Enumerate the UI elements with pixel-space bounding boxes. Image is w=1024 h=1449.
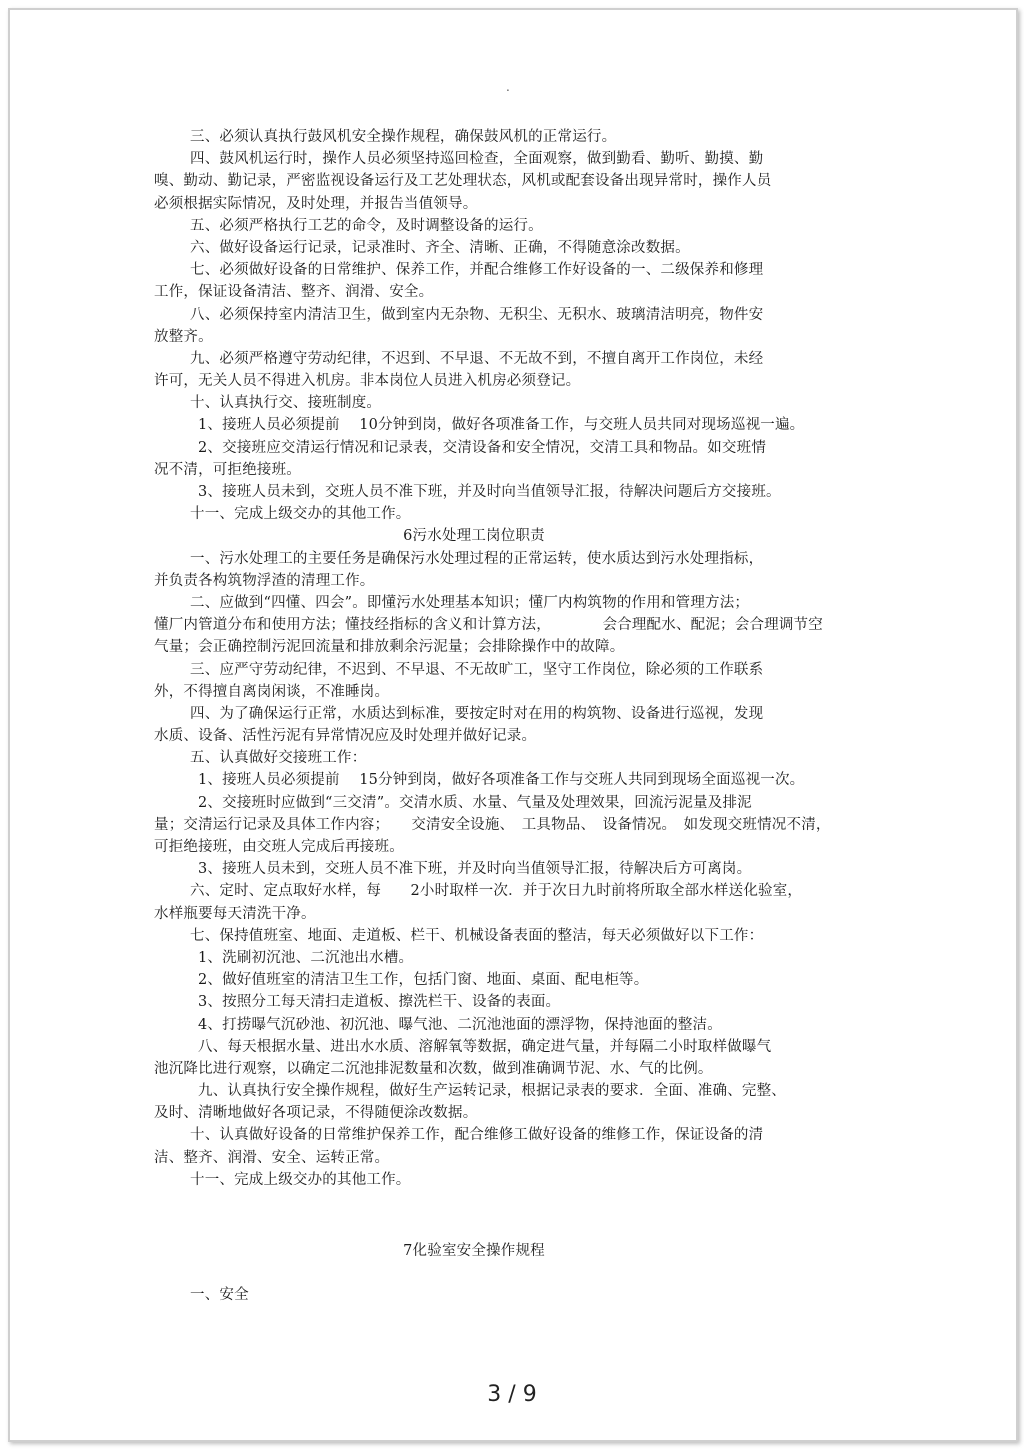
text-line: 七、保持值班室、地面、走道板、栏干、机械设备表面的整洁，每天必须做好以下工作： xyxy=(190,927,764,944)
text-line: 及时、清晰地做好各项记录，不得随便涂改数据。 xyxy=(154,1105,478,1122)
text-line: 工作，保证设备清洁、整齐、润滑、安全。 xyxy=(154,284,434,301)
text-line: 八、必须保持室内清洁卫生，做到室内无杂物、无积尘、无积水、玻璃清洁明亮，物件安 xyxy=(190,306,764,323)
text-line: 3、接班人员未到，交班人员不准下班，并及时向当值领导汇报，待解决问题后方交接班。 xyxy=(198,484,781,500)
text-line: 四、为了确保运行正常，水质达到标准，要按定时对在用的构筑物、设备进行巡视，发现 xyxy=(190,705,764,722)
text-line: 懂厂内管道分布和使用方法；懂技经指标的含义和计算方法， 会合理配水、配泥；会合理调节空 xyxy=(154,617,823,634)
section-7-item-1: 一、安全 xyxy=(190,1287,249,1304)
text-line: 七、必须做好设备的日常维护、保养工作，并配合维修工作好设备的一、二级保养和修理 xyxy=(190,262,764,279)
text-line: 并负责各构筑物浮渣的清理工作。 xyxy=(154,572,375,589)
text-line: 三、应严守劳动纪律，不迟到、不早退、不无故旷工，坚守工作岗位，除必须的工作联系 xyxy=(190,661,764,678)
text-line: 池沉降比进行观察，以确定二沉池排泥数量和次数，做到准确调节泥、水、气的比例。 xyxy=(154,1060,713,1077)
text-line: 量；交清运行记录及具体工作内容； 交清安全设施、 工具物品、 设备情况。 如发现交班情况不清， xyxy=(154,816,831,833)
text-line: 六、做好设备运行记录，记录准时、齐全、清晰、正确，不得随意涂改数据。 xyxy=(190,239,690,256)
text-line: 十、认真执行交、接班制度。 xyxy=(190,395,382,412)
text-line: 九、认真执行安全操作规程，做好生产运转记录，根据记录表的要求．全面、准确、完整、 xyxy=(198,1083,786,1100)
text-line: 必须根据实际情况，及时处理，并报告当值领导。 xyxy=(154,195,478,212)
text-line: 嗅、勤动、勤记录，严密监视设备运行及工艺处理状态，风机或配套设备出现异常时，操作人员 xyxy=(154,173,772,190)
section-7 xyxy=(154,1240,834,1306)
document-body xyxy=(154,126,834,1191)
text-line: 1、接班人员必须提前 10分钟到岗，做好各项准备工作，与交班人员共同对现场巡视一遍。 xyxy=(198,417,805,434)
page-number: 3 / 9 xyxy=(487,1382,537,1407)
text-line: 3、接班人员未到，交班人员不准下班，并及时向当值领导汇报，待解决后方可离岗。 xyxy=(198,861,752,878)
text-line: 水样瓶要每天清洗干净。 xyxy=(154,905,316,922)
text-line: 十一、完成上级交办的其他工作。 xyxy=(190,1171,411,1188)
text-line: 2、做好值班室的清洁卫生工作，包括门窗、地面、桌面、配电柜等。 xyxy=(198,972,649,989)
text-line: 十一、完成上级交办的其他工作。 xyxy=(190,506,411,523)
text-line: 洁、整齐、润滑、安全、运转正常。 xyxy=(154,1149,390,1166)
text-line: 可拒绝接班，由交班人完成后再接班。 xyxy=(154,839,404,855)
text-line: 一、污水处理工的主要任务是确保污水处理过程的正常运转，使水质达到污水处理指标， xyxy=(190,550,764,567)
header-mark: . xyxy=(506,80,510,94)
text-line: 十、认真做好设备的日常维护保养工作，配合维修工做好设备的维修工作，保证设备的清 xyxy=(190,1127,764,1144)
text-line: 4、打捞曝气沉砂池、初沉池、曝气池、二沉池池面的漂浮物，保持池面的整洁。 xyxy=(198,1016,722,1033)
text-line: 2、交接班应交清运行情况和记录表，交清设备和安全情况，交清工具和物品。如交班情 xyxy=(198,439,767,456)
text-line: 五、必须严格执行工艺的命令，及时调整设备的运行。 xyxy=(190,217,543,234)
text-line: 三、必须认真执行鼓风机安全操作规程，确保鼓风机的正常运行。 xyxy=(190,129,617,145)
text-line: 放整齐。 xyxy=(154,328,213,345)
text-line: 气量；会正确控制污泥回流量和排放剩余污泥量；会排除操作中的故障。 xyxy=(154,639,625,656)
text-line: 二、应做到“四懂、四会”。即懂污水处理基本知识；懂厂内构筑物的作用和管理方法； xyxy=(190,594,750,611)
text-line: 3、按照分工每天清扫走道板、擦洗栏干、设备的表面。 xyxy=(198,994,561,1011)
text-line: 水质、设备、活性污泥有异常情况应及时处理并做好记录。 xyxy=(154,728,537,745)
text-line: 2、交接班时应做到“三交清”。交清水质、水量、气量及处理效果，回流污泥量及排泥 xyxy=(198,794,752,811)
text-line: 九、必须严格遵守劳动纪律，不迟到、不早退、不无故不到，不擅自离开工作岗位，未经 xyxy=(190,350,764,367)
text-line: 1、洗刷初沉池、二沉池出水槽。 xyxy=(198,949,414,966)
text-line: 许可，无关人员不得进入机房。非本岗位人员进入机房必须登记。 xyxy=(154,373,581,390)
text-line: 1、接班人员必须提前 15分钟到岗，做好各项准备工作与交班人共同到现场全面巡视一次。 xyxy=(198,772,805,789)
text-line: 五、认真做好交接班工作： xyxy=(190,750,367,767)
text-line: 六、定时、定点取好水样，每 2小时取样一次．并于次日九时前将所取全部水样送化验室， xyxy=(190,883,803,900)
text-line: 外，不得擅自离岗闲谈，不准睡岗。 xyxy=(154,683,390,700)
section-7-title: 7化验室安全操作规程 xyxy=(403,1243,545,1259)
text-line: 况不清，可拒绝接班。 xyxy=(154,461,301,478)
text-line: 四、鼓风机运行时，操作人员必须坚持巡回检查，全面观察，做到勤看、勤听、勤摸、勤 xyxy=(190,151,764,168)
section-title: 6污水处理工岗位职责 xyxy=(403,528,545,545)
text-line: 八、每天根据水量、进出水水质、溶解氧等数据，确定进气量，并每隔二小时取样做曝气 xyxy=(198,1038,772,1055)
